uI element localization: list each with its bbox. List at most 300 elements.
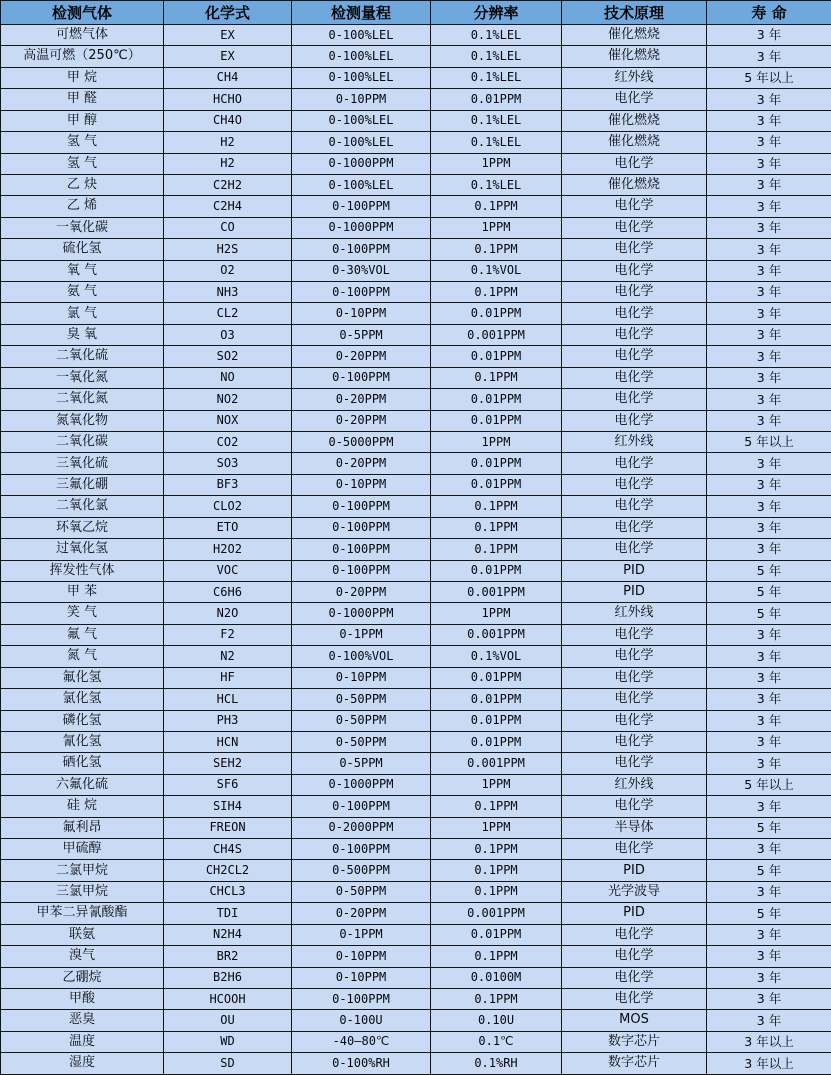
table-row bbox=[1, 539, 831, 560]
table-cell-gas: 氟利昂 bbox=[1, 817, 164, 838]
table-cell-formula: NO2 bbox=[164, 389, 292, 410]
table-cell-principle: 电化学 bbox=[562, 667, 707, 688]
table-cell-range: 0-10PPM bbox=[292, 967, 431, 988]
table-cell-principle: 催化燃烧 bbox=[562, 25, 707, 46]
table-row bbox=[1, 25, 831, 46]
table-cell-principle: 半导体 bbox=[562, 817, 707, 838]
table-body bbox=[1, 25, 831, 1075]
table-cell-principle: 电化学 bbox=[562, 710, 707, 731]
table-cell-gas: 氢 气 bbox=[1, 153, 164, 174]
table-cell-gas: 环氧乙烷 bbox=[1, 517, 164, 538]
table-cell-gas: 甲苯二异氰酸酯 bbox=[1, 903, 164, 924]
table-cell-principle: 电化学 bbox=[562, 282, 707, 303]
table-cell-principle: 电化学 bbox=[562, 624, 707, 645]
table-cell-lifespan: 3 年 bbox=[707, 1010, 831, 1031]
table-cell-gas: 联氨 bbox=[1, 924, 164, 945]
table-cell-formula: SO2 bbox=[164, 346, 292, 367]
table-row bbox=[1, 581, 831, 602]
table-row bbox=[1, 796, 831, 817]
table-cell-range: 0-100PPM bbox=[292, 517, 431, 538]
table-cell-resolution: 0.01PPM bbox=[431, 346, 562, 367]
table-cell-formula: OU bbox=[164, 1010, 292, 1031]
table-cell-resolution: 0.1%VOL bbox=[431, 260, 562, 281]
table-cell-lifespan: 3 年 bbox=[707, 967, 831, 988]
table-cell-lifespan: 3 年 bbox=[707, 282, 831, 303]
table-cell-resolution: 0.001PPM bbox=[431, 324, 562, 345]
table-cell-principle: 电化学 bbox=[562, 324, 707, 345]
table-cell-resolution: 0.10U bbox=[431, 1010, 562, 1031]
table-cell-range: 0-20PPM bbox=[292, 346, 431, 367]
table-cell-range: 0-5000PPM bbox=[292, 432, 431, 453]
table-row bbox=[1, 110, 831, 131]
table-cell-resolution: 0.1℃ bbox=[431, 1031, 562, 1052]
table-cell-formula: ETO bbox=[164, 517, 292, 538]
table-row bbox=[1, 89, 831, 110]
table-row bbox=[1, 260, 831, 281]
table-cell-lifespan: 3 年 bbox=[707, 239, 831, 260]
table-cell-resolution: 0.01PPM bbox=[431, 731, 562, 752]
table-row bbox=[1, 646, 831, 667]
table-cell-formula: SF6 bbox=[164, 774, 292, 795]
table-cell-formula: CHCL3 bbox=[164, 881, 292, 902]
table-cell-formula: FREON bbox=[164, 817, 292, 838]
table-cell-gas: 温度 bbox=[1, 1031, 164, 1052]
table-cell-range: 0-100%LEL bbox=[292, 25, 431, 46]
table-cell-gas: 一氧化碳 bbox=[1, 217, 164, 238]
table-cell-resolution: 1PPM bbox=[431, 432, 562, 453]
table-cell-resolution: 0.1%LEL bbox=[431, 46, 562, 67]
table-cell-resolution: 1PPM bbox=[431, 817, 562, 838]
table-cell-range: 0-100PPM bbox=[292, 560, 431, 581]
table-cell-lifespan: 3 年 bbox=[707, 839, 831, 860]
table-cell-formula: B2H6 bbox=[164, 967, 292, 988]
table-cell-gas: 臭 氧 bbox=[1, 324, 164, 345]
table-cell-formula: CLO2 bbox=[164, 496, 292, 517]
table-cell-formula: SEH2 bbox=[164, 753, 292, 774]
table-cell-resolution: 0.1PPM bbox=[431, 367, 562, 388]
table-cell-principle: 数字芯片 bbox=[562, 1031, 707, 1052]
table-cell-formula: WD bbox=[164, 1031, 292, 1052]
table-cell-gas: 氰化氢 bbox=[1, 731, 164, 752]
table-cell-gas: 三氧化硫 bbox=[1, 453, 164, 474]
table-cell-principle: 电化学 bbox=[562, 389, 707, 410]
table-cell-lifespan: 3 年 bbox=[707, 174, 831, 195]
table-cell-resolution: 0.01PPM bbox=[431, 924, 562, 945]
table-cell-range: 0-100U bbox=[292, 1010, 431, 1031]
table-cell-principle: 电化学 bbox=[562, 496, 707, 517]
table-row bbox=[1, 1010, 831, 1031]
table-cell-lifespan: 3 年 bbox=[707, 260, 831, 281]
table-cell-gas: 六氟化硫 bbox=[1, 774, 164, 795]
table-cell-principle: 红外线 bbox=[562, 432, 707, 453]
table-cell-formula: CH2CL2 bbox=[164, 860, 292, 881]
table-cell-range: 0-100PPM bbox=[292, 367, 431, 388]
table-cell-gas: 氧 气 bbox=[1, 260, 164, 281]
table-cell-gas: 三氯甲烷 bbox=[1, 881, 164, 902]
table-row bbox=[1, 1031, 831, 1052]
table-cell-range: -40—80℃ bbox=[292, 1031, 431, 1052]
table-cell-gas: 氟化氢 bbox=[1, 667, 164, 688]
table-cell-gas: 甲 烷 bbox=[1, 67, 164, 88]
table-cell-gas: 甲硫醇 bbox=[1, 839, 164, 860]
table-row bbox=[1, 132, 831, 153]
table-row bbox=[1, 731, 831, 752]
table-row bbox=[1, 988, 831, 1009]
table-cell-resolution: 0.001PPM bbox=[431, 581, 562, 602]
table-cell-principle: 电化学 bbox=[562, 346, 707, 367]
table-cell-formula: EX bbox=[164, 25, 292, 46]
table-cell-principle: 催化燃烧 bbox=[562, 132, 707, 153]
table-row bbox=[1, 967, 831, 988]
table-cell-formula: HF bbox=[164, 667, 292, 688]
table-cell-resolution: 0.1%RH bbox=[431, 1053, 562, 1075]
table-cell-resolution: 0.01PPM bbox=[431, 453, 562, 474]
table-row bbox=[1, 839, 831, 860]
table-cell-resolution: 0.1PPM bbox=[431, 539, 562, 560]
table-row bbox=[1, 946, 831, 967]
table-cell-formula: HCL bbox=[164, 689, 292, 710]
table-cell-gas: 氮氧化物 bbox=[1, 410, 164, 431]
table-cell-resolution: 0.01PPM bbox=[431, 560, 562, 581]
table-cell-lifespan: 3 年 bbox=[707, 881, 831, 902]
table-cell-gas: 氟 气 bbox=[1, 624, 164, 645]
table-cell-formula: N2O bbox=[164, 603, 292, 624]
table-cell-gas: 硅 烷 bbox=[1, 796, 164, 817]
table-cell-range: 0-100PPM bbox=[292, 839, 431, 860]
table-cell-range: 0-2000PPM bbox=[292, 817, 431, 838]
table-cell-lifespan: 3 年 bbox=[707, 110, 831, 131]
table-cell-principle: 红外线 bbox=[562, 67, 707, 88]
table-cell-resolution: 0.1PPM bbox=[431, 881, 562, 902]
table-cell-resolution: 0.01PPM bbox=[431, 689, 562, 710]
table-row bbox=[1, 46, 831, 67]
table-row bbox=[1, 432, 831, 453]
table-cell-principle: 电化学 bbox=[562, 217, 707, 238]
table-cell-resolution: 0.1%LEL bbox=[431, 25, 562, 46]
table-cell-gas: 溴气 bbox=[1, 946, 164, 967]
table-row bbox=[1, 881, 831, 902]
table-cell-principle: 电化学 bbox=[562, 260, 707, 281]
table-cell-principle: PID bbox=[562, 560, 707, 581]
table-cell-resolution: 1PPM bbox=[431, 774, 562, 795]
table-cell-gas: 氯化氢 bbox=[1, 689, 164, 710]
table-cell-lifespan: 3 年以上 bbox=[707, 1053, 831, 1075]
table-cell-gas: 三氟化硼 bbox=[1, 474, 164, 495]
table-cell-principle: 电化学 bbox=[562, 89, 707, 110]
table-cell-lifespan: 5 年 bbox=[707, 581, 831, 602]
table-row bbox=[1, 367, 831, 388]
table-cell-lifespan: 5 年 bbox=[707, 560, 831, 581]
table-cell-lifespan: 5 年 bbox=[707, 903, 831, 924]
table-cell-formula: BF3 bbox=[164, 474, 292, 495]
table-cell-lifespan: 3 年 bbox=[707, 710, 831, 731]
table-cell-principle: 电化学 bbox=[562, 153, 707, 174]
table-header bbox=[1, 1, 831, 25]
table-cell-lifespan: 3 年 bbox=[707, 496, 831, 517]
table-cell-range: 0-5PPM bbox=[292, 753, 431, 774]
table-cell-lifespan: 3 年 bbox=[707, 988, 831, 1009]
table-cell-principle: 电化学 bbox=[562, 196, 707, 217]
table-cell-formula: H2 bbox=[164, 153, 292, 174]
table-cell-range: 0-10PPM bbox=[292, 946, 431, 967]
table-cell-principle: 电化学 bbox=[562, 539, 707, 560]
table-cell-resolution: 0.001PPM bbox=[431, 624, 562, 645]
table-cell-lifespan: 3 年以上 bbox=[707, 1031, 831, 1052]
table-cell-resolution: 1PPM bbox=[431, 153, 562, 174]
table-cell-principle: 电化学 bbox=[562, 753, 707, 774]
table-cell-gas: 甲酸 bbox=[1, 988, 164, 1009]
table-cell-range: 0-100PPM bbox=[292, 196, 431, 217]
table-row bbox=[1, 346, 831, 367]
table-cell-resolution: 0.1%LEL bbox=[431, 174, 562, 195]
table-cell-resolution: 0.0100M bbox=[431, 967, 562, 988]
table-cell-lifespan: 3 年 bbox=[707, 539, 831, 560]
table-cell-formula: NO bbox=[164, 367, 292, 388]
table-cell-resolution: 0.1PPM bbox=[431, 796, 562, 817]
table-cell-principle: 电化学 bbox=[562, 839, 707, 860]
table-cell-formula: CO2 bbox=[164, 432, 292, 453]
table-row bbox=[1, 817, 831, 838]
table-cell-range: 0-1PPM bbox=[292, 924, 431, 945]
table-cell-resolution: 1PPM bbox=[431, 603, 562, 624]
table-cell-formula: EX bbox=[164, 46, 292, 67]
table-cell-formula: H2 bbox=[164, 132, 292, 153]
table-cell-resolution: 0.01PPM bbox=[431, 410, 562, 431]
table-cell-principle: 电化学 bbox=[562, 517, 707, 538]
table-cell-gas: 甲 苯 bbox=[1, 581, 164, 602]
table-row bbox=[1, 67, 831, 88]
table-cell-resolution: 0.1PPM bbox=[431, 988, 562, 1009]
table-cell-range: 0-20PPM bbox=[292, 410, 431, 431]
table-cell-range: 0-10PPM bbox=[292, 89, 431, 110]
table-cell-range: 0-100PPM bbox=[292, 496, 431, 517]
table-cell-range: 0-100PPM bbox=[292, 239, 431, 260]
header-row bbox=[1, 1, 831, 25]
table-cell-lifespan: 3 年 bbox=[707, 689, 831, 710]
table-cell-lifespan: 3 年 bbox=[707, 924, 831, 945]
table-cell-principle: 电化学 bbox=[562, 410, 707, 431]
table-row bbox=[1, 474, 831, 495]
table-cell-lifespan: 3 年 bbox=[707, 517, 831, 538]
table-cell-range: 0-100%LEL bbox=[292, 46, 431, 67]
table-cell-formula: CH4O bbox=[164, 110, 292, 131]
table-cell-gas: 乙硼烷 bbox=[1, 967, 164, 988]
table-cell-range: 0-100%RH bbox=[292, 1053, 431, 1075]
table-cell-lifespan: 3 年 bbox=[707, 753, 831, 774]
table-cell-principle: 电化学 bbox=[562, 239, 707, 260]
table-cell-lifespan: 3 年 bbox=[707, 796, 831, 817]
table-cell-gas: 氮 气 bbox=[1, 646, 164, 667]
table-cell-lifespan: 5 年 bbox=[707, 817, 831, 838]
table-cell-formula: TDI bbox=[164, 903, 292, 924]
table-cell-gas: 乙 烯 bbox=[1, 196, 164, 217]
table-cell-resolution: 0.1PPM bbox=[431, 239, 562, 260]
table-cell-principle: 光学波导 bbox=[562, 881, 707, 902]
table-cell-formula: VOC bbox=[164, 560, 292, 581]
table-cell-resolution: 0.1PPM bbox=[431, 496, 562, 517]
table-cell-resolution: 0.1PPM bbox=[431, 282, 562, 303]
table-cell-formula: H2S bbox=[164, 239, 292, 260]
table-cell-lifespan: 3 年 bbox=[707, 324, 831, 345]
table-cell-principle: PID bbox=[562, 860, 707, 881]
table-cell-formula: SO3 bbox=[164, 453, 292, 474]
table-cell-lifespan: 5 年 bbox=[707, 860, 831, 881]
table-cell-resolution: 0.1%LEL bbox=[431, 132, 562, 153]
table-cell-gas: 二氧化氮 bbox=[1, 389, 164, 410]
table-row bbox=[1, 753, 831, 774]
table-cell-principle: 电化学 bbox=[562, 689, 707, 710]
table-cell-lifespan: 3 年 bbox=[707, 346, 831, 367]
table-cell-resolution: 0.01PPM bbox=[431, 667, 562, 688]
table-cell-formula: O3 bbox=[164, 324, 292, 345]
table-cell-lifespan: 3 年 bbox=[707, 132, 831, 153]
table-cell-principle: 电化学 bbox=[562, 646, 707, 667]
table-cell-range: 0-10PPM bbox=[292, 474, 431, 495]
table-cell-range: 0-100%LEL bbox=[292, 174, 431, 195]
table-cell-resolution: 0.01PPM bbox=[431, 474, 562, 495]
table-cell-resolution: 0.1%VOL bbox=[431, 646, 562, 667]
table-cell-range: 0-1PPM bbox=[292, 624, 431, 645]
table-cell-formula: O2 bbox=[164, 260, 292, 281]
table-cell-principle: MOS bbox=[562, 1010, 707, 1031]
table-cell-principle: PID bbox=[562, 581, 707, 602]
table-cell-principle: 电化学 bbox=[562, 988, 707, 1009]
table-cell-principle: 电化学 bbox=[562, 946, 707, 967]
table-cell-gas: 氨 气 bbox=[1, 282, 164, 303]
table-cell-principle: 电化学 bbox=[562, 367, 707, 388]
table-cell-resolution: 0.01PPM bbox=[431, 389, 562, 410]
table-cell-gas: 二氧化氯 bbox=[1, 496, 164, 517]
table-cell-gas: 可燃气体 bbox=[1, 25, 164, 46]
table-cell-range: 0-50PPM bbox=[292, 731, 431, 752]
table-row bbox=[1, 710, 831, 731]
table-cell-lifespan: 3 年 bbox=[707, 646, 831, 667]
table-row bbox=[1, 667, 831, 688]
table-row bbox=[1, 860, 831, 881]
table-cell-lifespan: 3 年 bbox=[707, 367, 831, 388]
table-cell-gas: 硫化氢 bbox=[1, 239, 164, 260]
table-cell-range: 0-100%VOL bbox=[292, 646, 431, 667]
table-row bbox=[1, 389, 831, 410]
table-cell-gas: 二氧化硫 bbox=[1, 346, 164, 367]
table-cell-formula: C2H4 bbox=[164, 196, 292, 217]
table-cell-gas: 一氧化氮 bbox=[1, 367, 164, 388]
table-row bbox=[1, 924, 831, 945]
table-row bbox=[1, 282, 831, 303]
table-cell-formula: C2H2 bbox=[164, 174, 292, 195]
table-row bbox=[1, 560, 831, 581]
table-cell-range: 0-100%LEL bbox=[292, 110, 431, 131]
table-cell-formula: SIH4 bbox=[164, 796, 292, 817]
table-cell-formula: H2O2 bbox=[164, 539, 292, 560]
table-row bbox=[1, 903, 831, 924]
table-cell-resolution: 0.01PPM bbox=[431, 710, 562, 731]
table-cell-formula: CL2 bbox=[164, 303, 292, 324]
column-header-gas: 检测气体 bbox=[1, 1, 164, 25]
table-cell-principle: 数字芯片 bbox=[562, 1053, 707, 1075]
table-cell-formula: PH3 bbox=[164, 710, 292, 731]
table-cell-range: 0-50PPM bbox=[292, 881, 431, 902]
table-row bbox=[1, 774, 831, 795]
table-cell-resolution: 0.01PPM bbox=[431, 89, 562, 110]
table-row bbox=[1, 174, 831, 195]
table-cell-range: 0-50PPM bbox=[292, 689, 431, 710]
table-cell-lifespan: 3 年 bbox=[707, 410, 831, 431]
table-cell-lifespan: 3 年 bbox=[707, 731, 831, 752]
table-cell-range: 0-100PPM bbox=[292, 796, 431, 817]
table-cell-formula: BR2 bbox=[164, 946, 292, 967]
table-row bbox=[1, 1053, 831, 1075]
table-row bbox=[1, 689, 831, 710]
table-cell-principle: 红外线 bbox=[562, 603, 707, 624]
table-cell-gas: 氯 气 bbox=[1, 303, 164, 324]
table-cell-range: 0-500PPM bbox=[292, 860, 431, 881]
column-header-range: 检测量程 bbox=[292, 1, 431, 25]
table-cell-formula: CH4 bbox=[164, 67, 292, 88]
table-cell-lifespan: 3 年 bbox=[707, 667, 831, 688]
table-cell-formula: N2 bbox=[164, 646, 292, 667]
table-cell-lifespan: 5 年 bbox=[707, 603, 831, 624]
table-cell-principle: 电化学 bbox=[562, 796, 707, 817]
table-cell-range: 0-30%VOL bbox=[292, 260, 431, 281]
table-cell-gas: 恶臭 bbox=[1, 1010, 164, 1031]
table-cell-resolution: 0.1PPM bbox=[431, 839, 562, 860]
table-cell-resolution: 0.1PPM bbox=[431, 517, 562, 538]
table-row bbox=[1, 410, 831, 431]
table-cell-range: 0-100%LEL bbox=[292, 132, 431, 153]
column-header-formula: 化学式 bbox=[164, 1, 292, 25]
table-cell-lifespan: 3 年 bbox=[707, 46, 831, 67]
table-cell-lifespan: 3 年 bbox=[707, 153, 831, 174]
table-row bbox=[1, 303, 831, 324]
table-cell-lifespan: 3 年 bbox=[707, 453, 831, 474]
table-cell-principle: 电化学 bbox=[562, 731, 707, 752]
table-cell-gas: 高温可燃（250℃） bbox=[1, 46, 164, 67]
table-row bbox=[1, 196, 831, 217]
table-cell-resolution: 0.001PPM bbox=[431, 903, 562, 924]
table-row bbox=[1, 517, 831, 538]
table-cell-gas: 笑 气 bbox=[1, 603, 164, 624]
table-cell-range: 0-10PPM bbox=[292, 667, 431, 688]
table-cell-lifespan: 3 年 bbox=[707, 946, 831, 967]
column-header-lifespan: 寿 命 bbox=[707, 1, 831, 25]
table-cell-formula: HCHO bbox=[164, 89, 292, 110]
table-cell-range: 0-20PPM bbox=[292, 903, 431, 924]
table-cell-gas: 磷化氢 bbox=[1, 710, 164, 731]
table-cell-resolution: 0.1%LEL bbox=[431, 67, 562, 88]
table-cell-range: 0-10PPM bbox=[292, 303, 431, 324]
table-cell-lifespan: 5 年以上 bbox=[707, 67, 831, 88]
table-cell-formula: NH3 bbox=[164, 282, 292, 303]
table-row bbox=[1, 324, 831, 345]
table-cell-gas: 挥发性气体 bbox=[1, 560, 164, 581]
table-row bbox=[1, 624, 831, 645]
table-cell-principle: 催化燃烧 bbox=[562, 174, 707, 195]
table-cell-gas: 过氧化氢 bbox=[1, 539, 164, 560]
table-cell-resolution: 0.01PPM bbox=[431, 303, 562, 324]
column-header-principle: 技术原理 bbox=[562, 1, 707, 25]
table-cell-lifespan: 3 年 bbox=[707, 389, 831, 410]
table-cell-lifespan: 5 年以上 bbox=[707, 432, 831, 453]
table-cell-resolution: 0.1PPM bbox=[431, 196, 562, 217]
table-row bbox=[1, 153, 831, 174]
table-cell-lifespan: 3 年 bbox=[707, 303, 831, 324]
table-cell-principle: 电化学 bbox=[562, 967, 707, 988]
table-cell-range: 0-1000PPM bbox=[292, 603, 431, 624]
table-cell-formula: F2 bbox=[164, 624, 292, 645]
table-cell-formula: HCOOH bbox=[164, 988, 292, 1009]
table-cell-principle: 红外线 bbox=[562, 774, 707, 795]
